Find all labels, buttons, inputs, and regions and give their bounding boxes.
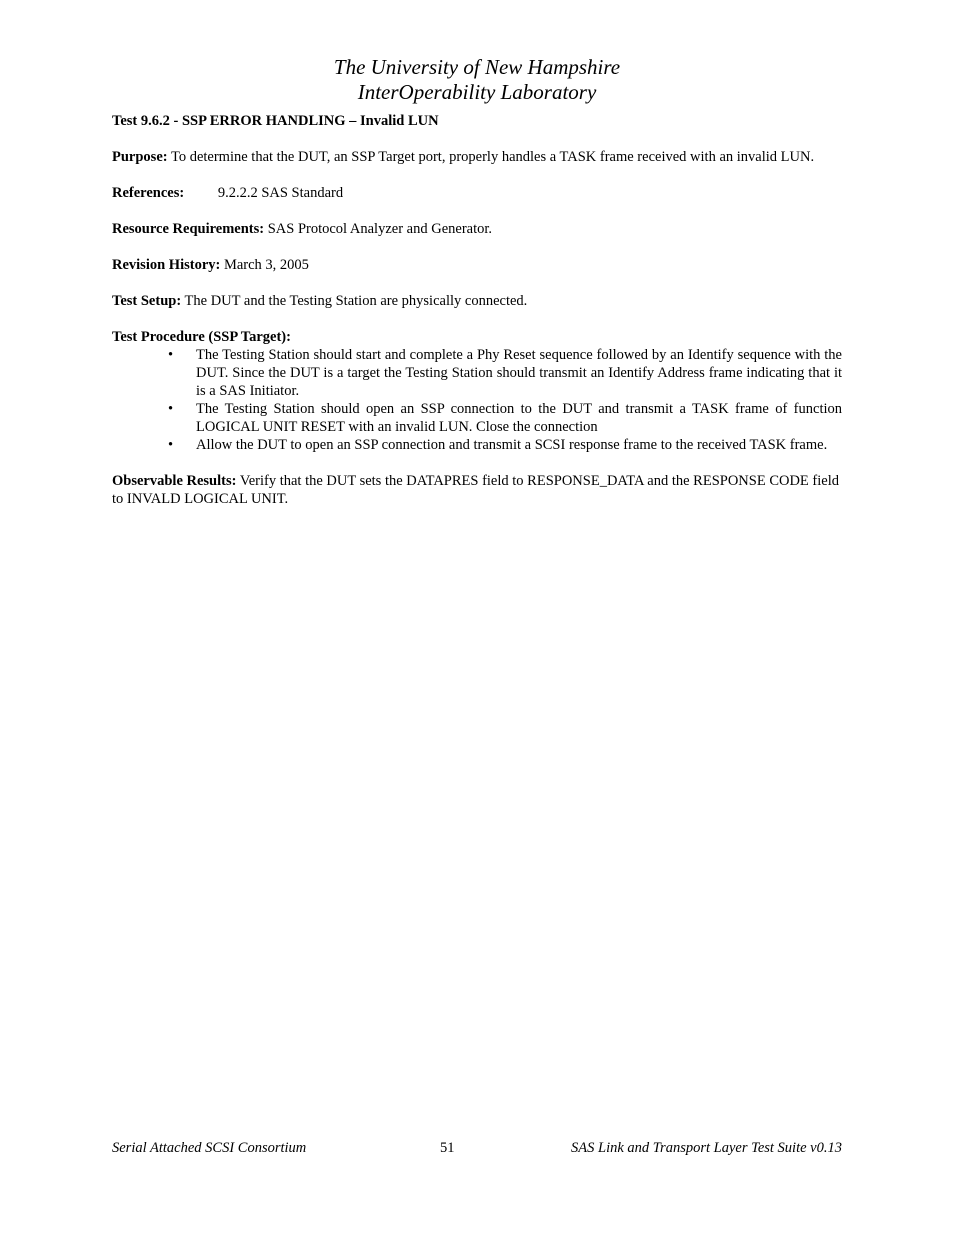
purpose-text: To determine that the DUT, an SSP Target port, properly handles a TASK frame received with an invalid LUN. xyxy=(170,149,815,165)
procedure-heading: Test Procedure (SSP Target): xyxy=(112,329,291,345)
revision-text: March 3, 2005 xyxy=(223,257,309,273)
procedure-list xyxy=(112,346,842,454)
resources-section xyxy=(112,220,842,238)
page-number: 51 xyxy=(440,1140,455,1156)
procedure-step-text: The Testing Station should start and complete a Phy Reset sequence followed by an Identify sequence with the DUT. Since the DUT is a target the Testing Station should transmit an Identify Address frame indicating that it is a SAS Initiator. xyxy=(196,347,842,399)
header-institution: The University of New Hampshire xyxy=(333,55,621,79)
setup-label: Test Setup: xyxy=(112,293,182,309)
results-text: Verify that the DUT sets the DATAPRES field to RESPONSE_DATA and the RESPONSE CODE field to INVALD LOGICAL UNIT. xyxy=(112,473,839,507)
page-footer xyxy=(112,1140,842,1160)
references-text: 9.2.2.2 SAS Standard xyxy=(217,185,344,201)
header-lab: InterOperability Laboratory xyxy=(357,80,597,104)
test-title: Test 9.6.2 - SSP ERROR HANDLING – Invalid LUN xyxy=(112,113,439,129)
procedure-step xyxy=(168,400,842,436)
purpose-label: Purpose: xyxy=(112,149,168,165)
resources-label: Resource Requirements: xyxy=(112,221,265,237)
procedure-step xyxy=(168,346,842,400)
revision-label: Revision History: xyxy=(112,257,221,273)
procedure-step-text: Allow the DUT to open an SSP connection and transmit a SCSI response frame to the received TASK frame. xyxy=(196,437,828,453)
results-label: Observable Results: xyxy=(112,473,237,489)
references-section xyxy=(112,184,842,202)
setup-section xyxy=(112,292,842,310)
document-body xyxy=(112,112,842,526)
procedure-step-text: The Testing Station should open an SSP connection to the DUT and transmit a TASK frame of function LOGICAL UNIT RESET with an invalid LUN. Close the connection xyxy=(196,401,842,435)
resources-text: SAS Protocol Analyzer and Generator. xyxy=(267,221,493,237)
bullet-icon: • xyxy=(168,437,174,453)
references-label: References: xyxy=(112,185,185,201)
bullet-icon: • xyxy=(168,347,174,363)
revision-section xyxy=(112,256,842,274)
purpose-section xyxy=(112,148,842,166)
results-section xyxy=(112,472,842,508)
setup-text: The DUT and the Testing Station are physically connected. xyxy=(184,293,528,309)
page-header xyxy=(0,55,954,105)
bullet-icon: • xyxy=(168,401,174,417)
procedure-step xyxy=(168,436,842,454)
footer-consortium: Serial Attached SCSI Consortium xyxy=(112,1140,307,1156)
footer-suite-title: SAS Link and Transport Layer Test Suite v0.13 xyxy=(571,1140,842,1156)
